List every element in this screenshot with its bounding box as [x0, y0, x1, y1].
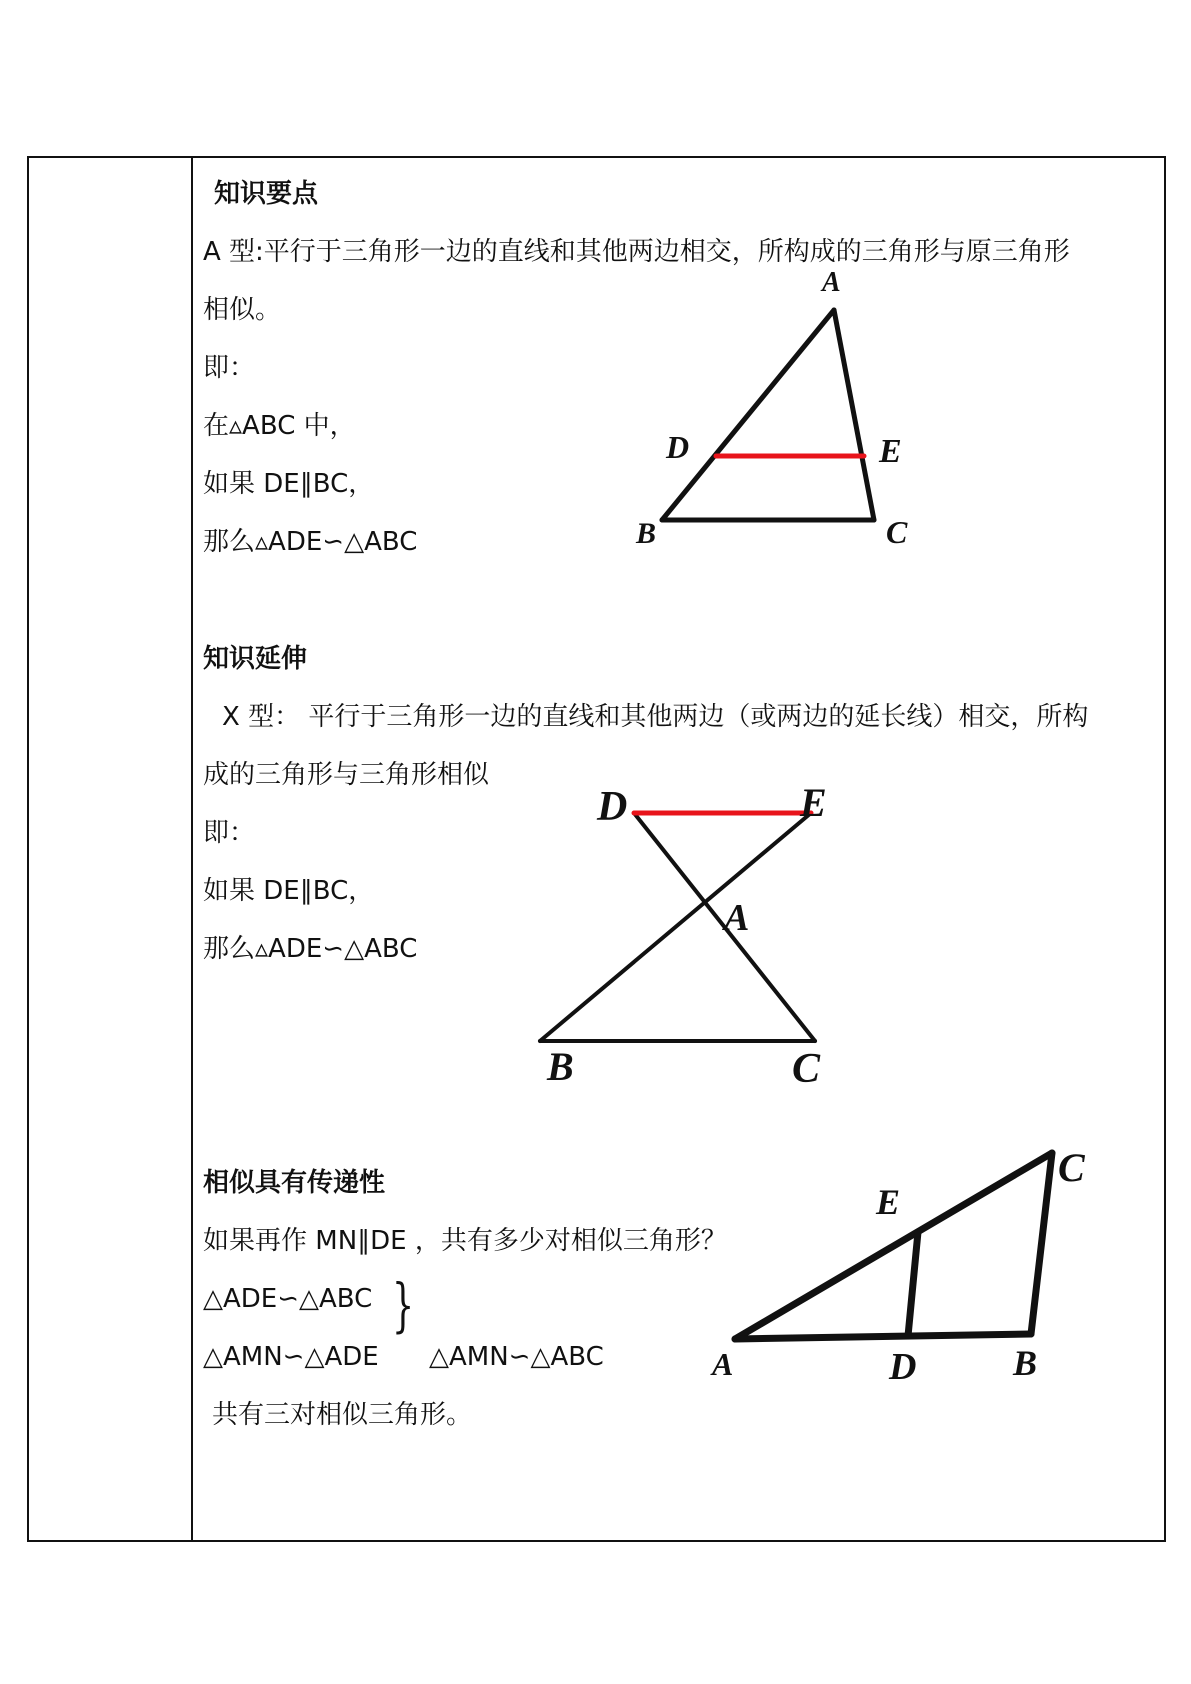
fig1-label-b: B [636, 517, 657, 550]
fig3-side-cb [1031, 1153, 1052, 1334]
fig1-label-e: E [879, 433, 902, 470]
fig3-label-d: D [889, 1346, 917, 1388]
section3-pair1: △ADE∽△ABC [203, 1284, 373, 1314]
fig2-label-d: D [597, 784, 628, 830]
figure-a-type [662, 310, 874, 520]
section1-line6: 那么▵ADE∽△ABC [203, 527, 418, 557]
section2-line1: X 型： 平行于三角形一边的直线和其他两边（或两边的延长线）相交，所构 [222, 702, 1089, 732]
fig3-label-e: E [876, 1182, 901, 1222]
section1-line3: 即： [203, 353, 256, 383]
fig3-segment-de [908, 1232, 918, 1336]
section1-heading: 知识要点 [214, 179, 319, 209]
fig1-side-ab [662, 310, 834, 520]
fig1-label-d: D [666, 429, 690, 465]
section3-conclusion: 共有三对相似三角形。 [212, 1400, 473, 1430]
fig3-label-c: C [1058, 1145, 1085, 1190]
fig2-label-c: C [792, 1046, 821, 1092]
fig1-label-a: A [822, 267, 841, 298]
section2-line5: 那么▵ADE∽△ABC [203, 934, 418, 964]
fig2-line-eb [540, 813, 811, 1041]
section3-heading: 相似具有传递性 [203, 1168, 386, 1198]
section3-pair2: △AMN∽△ADE [203, 1342, 379, 1372]
figure-transitivity [735, 1153, 1052, 1339]
fig1-side-ac [834, 310, 874, 520]
section2-heading: 知识延伸 [203, 644, 308, 674]
fig2-label-e: E [800, 780, 827, 825]
section3-result: △AMN∽△ABC [429, 1342, 604, 1372]
figure-x-type [540, 813, 815, 1041]
section1-line4: 在▵ABC 中， [203, 411, 356, 441]
section2-line2: 成的三角形与三角形相似 [203, 760, 490, 790]
fig3-side-ab [735, 1334, 1031, 1339]
section1-line2: 相似。 [203, 295, 282, 325]
fig3-side-ac [735, 1153, 1052, 1339]
section1-line1: A 型:平行于三角形一边的直线和其他两边相交，所构成的三角形与原三角形 [203, 237, 1070, 267]
fig2-label-a: A [724, 897, 750, 939]
section1-line5: 如果 DE∥BC， [203, 469, 375, 499]
fig2-label-b: B [547, 1044, 574, 1089]
fig3-label-b: B [1013, 1343, 1038, 1383]
section2-line3: 即： [203, 818, 256, 848]
section3-line1: 如果再作 MN∥DE ，共有多少对相似三角形？ [203, 1226, 727, 1256]
section2-line4: 如果 DE∥BC， [203, 876, 375, 906]
right-brace: } [392, 1271, 415, 1339]
fig3-label-a: A [712, 1346, 734, 1382]
fig1-label-c: C [886, 514, 908, 550]
